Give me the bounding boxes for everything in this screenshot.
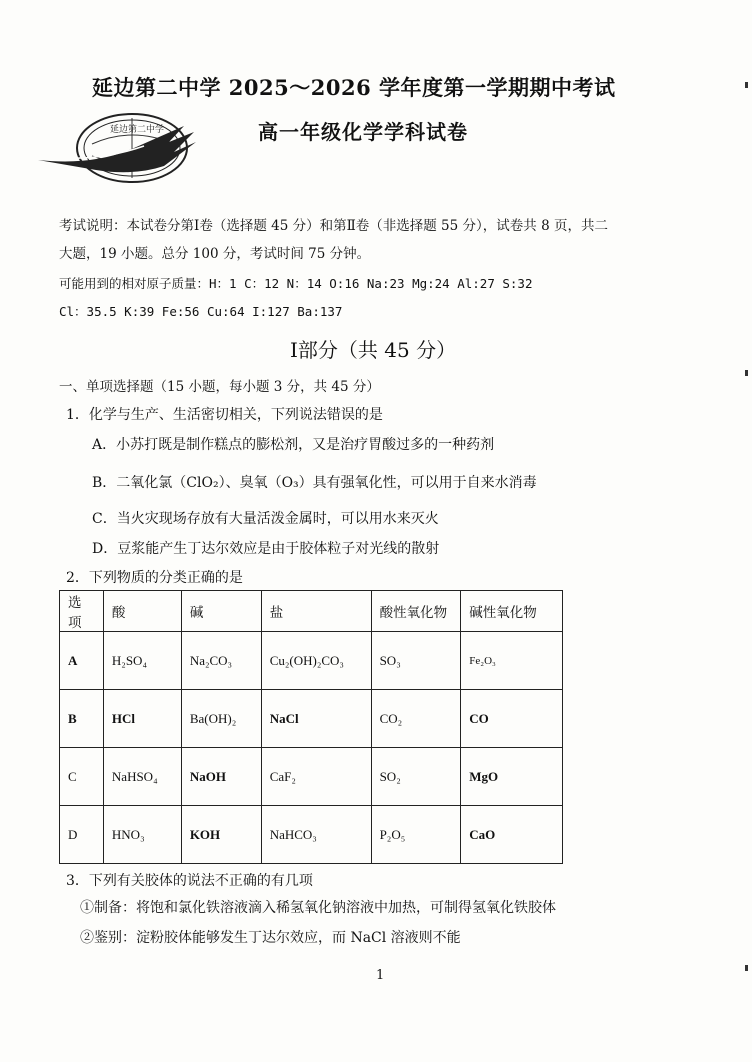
table-cell: B [60, 690, 104, 748]
table-row [60, 632, 563, 690]
table-cell: MgO [461, 748, 563, 806]
atomic-mass-line-1: 可能用到的相对原子质量：H：1 C：12 N：14 O:16 Na:23 Mg:24 Al:27 S:32 [59, 276, 533, 291]
q3-stem: 3．下列有关胶体的说法不正确的有几项 [66, 873, 313, 889]
q1-option-c: C．当火灾现场存放有大量活泼金属时，可以用水来灭火 [92, 511, 439, 527]
table-row [60, 690, 563, 748]
table-header-cell: 碱性氧化物 [461, 591, 563, 632]
table-cell: CO [461, 690, 563, 748]
table-cell: Fe₂O₃ [461, 632, 563, 690]
q3-item-1: ①制备：将饱和氯化铁溶液滴入稀氢氧化钠溶液中加热，可制得氢氧化铁胶体 [80, 900, 556, 916]
q2-stem: 2．下列物质的分类正确的是 [66, 570, 243, 586]
instructions-line-1: 考试说明：本试卷分第Ⅰ卷（选择题 45 分）和第Ⅱ卷（非选择题 55 分），试卷共 8 页，共二 [59, 218, 608, 234]
table-cell: NaOH [181, 748, 261, 806]
table-cell: CaO [461, 806, 563, 864]
exam-subtitle: 高一年级化学学科试卷 [258, 120, 468, 144]
atomic-mass-line-2: Cl：35.5 K:39 Fe:56 Cu:64 I:127 Ba:137 [59, 304, 343, 319]
q1-option-b: B．二氧化氯（ClO₂）、臭氧（O₃）具有强氧化性，可以用于自来水消毒 [92, 475, 537, 491]
table-cell: D [60, 806, 104, 864]
table-header-cell: 酸性氧化物 [371, 591, 461, 632]
logo-text: 延边第二中学 [110, 125, 165, 135]
table-cell: CaF₂ [261, 748, 371, 806]
q1-stem: 1．化学与生产、生活密切相关，下列说法错误的是 [66, 407, 383, 423]
section-title: Ⅰ部分（共 45 分） [290, 338, 457, 362]
exam-title: 延边第二中学 2025～2026 学年度第一学期期中考试 [92, 75, 616, 100]
table-header-row [60, 591, 563, 632]
part-heading: 一、单项选择题（15 小题，每小题 3 分，共 45 分） [59, 379, 380, 395]
table-cell: Na₂CO₃ [181, 632, 261, 690]
table-cell: C [60, 748, 104, 806]
table-header-cell: 选项 [60, 591, 104, 632]
table-cell: A [60, 632, 104, 690]
table-header-cell: 盐 [261, 591, 371, 632]
table-header-cell: 碱 [181, 591, 261, 632]
table-row [60, 806, 563, 864]
classification-table [59, 590, 563, 864]
q3-item-2: ②鉴别：淀粉胶体能够发生丁达尔效应，而 NaCl 溶液则不能 [80, 930, 461, 946]
scan-edge-mark [745, 965, 748, 971]
scan-edge-mark [745, 370, 748, 376]
instructions-line-2: 大题，19 小题。总分 100 分，考试时间 75 分钟。 [59, 246, 371, 262]
table-cell: Ba(OH)₂ [181, 690, 261, 748]
table-header-cell: 酸 [103, 591, 181, 632]
table-cell: H₂SO₄ [103, 632, 181, 690]
table-cell: P₂O₅ [371, 806, 461, 864]
table-row [60, 748, 563, 806]
table-cell: NaHSO₄ [103, 748, 181, 806]
table-cell: HCl [103, 690, 181, 748]
table-cell: KOH [181, 806, 261, 864]
table-cell: NaHCO₃ [261, 806, 371, 864]
q1-option-a: A．小苏打既是制作糕点的膨松剂，又是治疗胃酸过多的一种药剂 [92, 437, 495, 453]
page-number: 1 [376, 968, 385, 983]
table-cell: Cu₂(OH)₂CO₃ [261, 632, 371, 690]
table-cell: SO₃ [371, 632, 461, 690]
school-logo [34, 108, 202, 188]
table-cell: CO₂ [371, 690, 461, 748]
table-cell: HNO₃ [103, 806, 181, 864]
table-cell: NaCl [261, 690, 371, 748]
scan-edge-mark [745, 82, 748, 88]
table-cell: SO₂ [371, 748, 461, 806]
q1-option-d: D．豆浆能产生丁达尔效应是由于胶体粒子对光线的散射 [92, 541, 440, 557]
